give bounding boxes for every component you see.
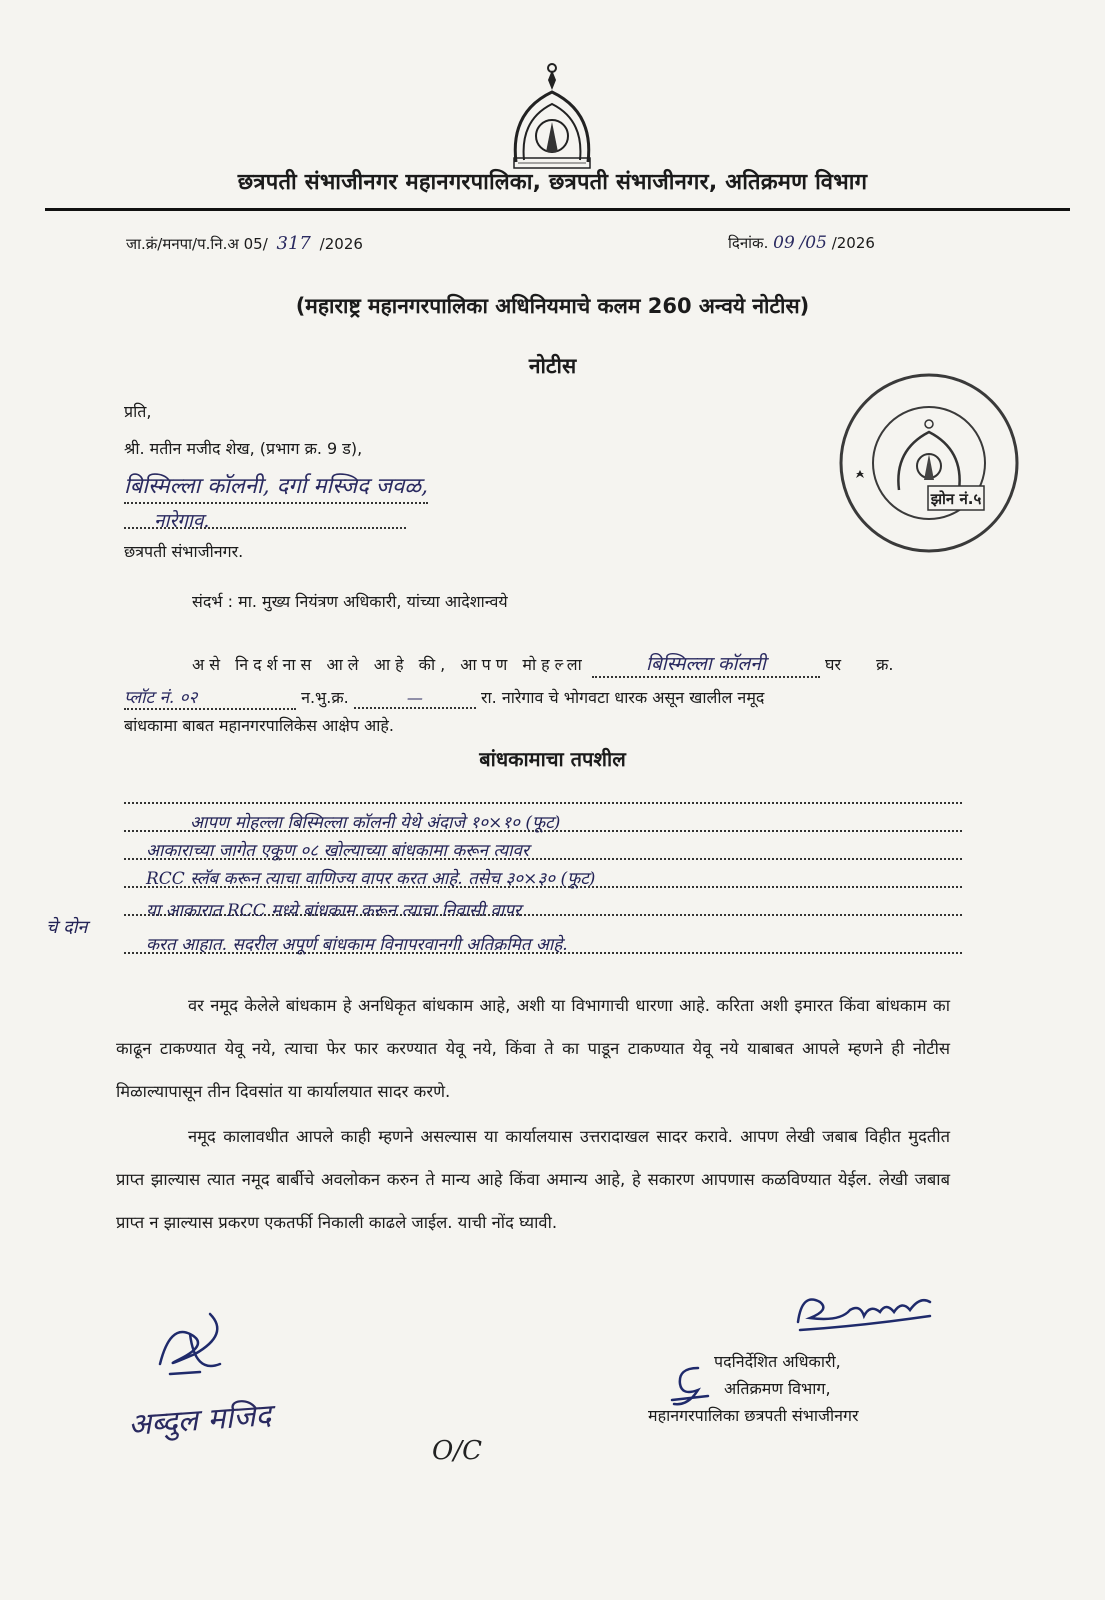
signatory-department: अतिक्रमण विभाग, (724, 1379, 831, 1398)
observation-line-1 (192, 650, 962, 678)
oc-hand: O/C (432, 1436, 482, 1466)
body-paragraph-1: वर नमूद केलेले बांधकाम हे अनधिकृत बांधकाम आहे, अशी या विभागाची धारणा आहे. करिता अशी इमारत किंवा बांधकाम का काढून टाकण्यात येवू नये, त्याचा फेर फार करण्यात येवू नये, किंवा ते का पाडून टाकण्यात येवू नये याबाबत आपले म्हणने ही नोटीस मिळाल्यापासून तीन दिवसांत या कार्यालयात सादर करणे. (116, 996, 950, 1101)
notice-subtitle: (महाराष्ट्र महानगरपालिका अधिनियमाचे कलम 260 अन्वये नोटीस) (295, 294, 810, 318)
notice-date (728, 233, 875, 253)
construction-details-title: बांधकामाचा तपशील (479, 747, 626, 771)
reference-text: संदर्भ : मा. मुख्य नियंत्रण अधिकारी, यांच्या आदेशान्वये (192, 592, 508, 611)
detail-dotted-line (124, 800, 962, 804)
plot-hand: प्लॉट नं. ०२ (124, 685, 296, 710)
observation-part2: घर क्र. (824, 655, 894, 674)
recipient-signature-icon (150, 1304, 240, 1386)
ref-number-hand: 317 (276, 233, 311, 254)
municipal-emblem-icon (506, 62, 598, 174)
header-divider (45, 208, 1070, 211)
detail-hand-line: करत आहात. सदरील अपूर्ण बांधकाम विनापरवानगी अतिक्रमित आहे. (146, 935, 568, 955)
address-hand-2: नारेगाव. (154, 510, 210, 532)
date-day: 09 (773, 233, 795, 253)
detail-hand-line: आकाराच्या जागेत एकूण ०८ खोल्याच्या बांधकामा करून त्यावर (146, 841, 529, 861)
address-line-1 (124, 470, 429, 504)
signatory-block (648, 1348, 859, 1429)
date-label: दिनांक. (728, 234, 769, 252)
detail-hand-line: आपण मोहल्ला बिस्मिल्ला कॉलनी येथे अंदाजे १०×१० (फूट) (190, 813, 561, 833)
observation-line-2 (124, 685, 964, 710)
address-hand-1: बिस्मिल्ला कॉलनी, दर्गा मस्जिद जवळ, (124, 470, 428, 504)
body-paragraph-2: नमूद कालावधीत आपले काही म्हणने असल्यास या कार्यालयास उत्तरादाखल सादर करावे. आपण लेखी जबाब विहीत मुदतीत प्राप्त झाल्यास त्यात नमूद बार्बीचे अवलोकन करुन ते मान्य आहे किंवा अमान्य आहे, हे सकारण आपणास कळविण्यात येईल. लेखी जबाब प्राप्त न झाल्यास प्रकरण एकतर्फी निकाली काढले जाईल. याची नोंद घ्यावी. (116, 1127, 950, 1232)
nbk-hand: — (354, 688, 476, 709)
detail-hand-line: या आकारात RCC मध्ये बांधकाम करून त्याचा निवासी वापर (146, 901, 521, 921)
addressee-city: छत्रपती संभाजीनगर. (124, 542, 244, 561)
detail-margin-note: चे दोन (46, 917, 88, 938)
notice-heading: नोटीस (528, 354, 577, 378)
ref-prefix: जा.क्रं/मनपा/प.नि.अ 05/ (126, 235, 268, 253)
mohalla-hand: बिस्मिल्ला कॉलनी (592, 650, 820, 678)
date-month: /05 (799, 233, 827, 253)
signatory-designation: पदनिर्देशित अधिकारी, (714, 1352, 841, 1371)
signatory-organization: महानगरपालिका छत्रपती संभाजीनगर (648, 1406, 859, 1425)
ref-year: /2026 (319, 235, 363, 253)
official-seal-icon (836, 370, 1022, 556)
document-header: छत्रपती संभाजीनगर महानगरपालिका, छत्रपती संभाजीनगर, अतिक्रमण विभाग (237, 170, 868, 195)
receiver-name-hand: अब्दुल मजिद (127, 1398, 273, 1443)
address-line-2 (124, 507, 406, 532)
seal-zone-text: झोन नं.५ (930, 490, 982, 508)
detail-hand-line: RCC स्लॅब करून त्याचा वाणिज्य वापर करत आहे. तसेच ३०×३० (फूट) (146, 869, 596, 889)
officer-signature-icon (790, 1282, 940, 1342)
addressee-prefix: प्रति, (124, 402, 152, 421)
observation-part4: रा. नारेगाव चे भोगवटा धारक असून खालील नमूद (480, 688, 765, 707)
observation-part3: न.भु.क्र. (301, 688, 349, 707)
reference-number (126, 233, 363, 254)
observation-line-3: बांधकामा बाबत महानगरपालिकेस आक्षेप आहे. (124, 716, 394, 735)
date-year: /2026 (831, 234, 875, 252)
observation-part1: असे निदर्शनास आले आहे की, आपण मोहल्ला (192, 655, 587, 674)
addressee-name: श्री. मतीन मजीद शेख, (प्रभाग क्र. 9 ड), (124, 439, 363, 458)
